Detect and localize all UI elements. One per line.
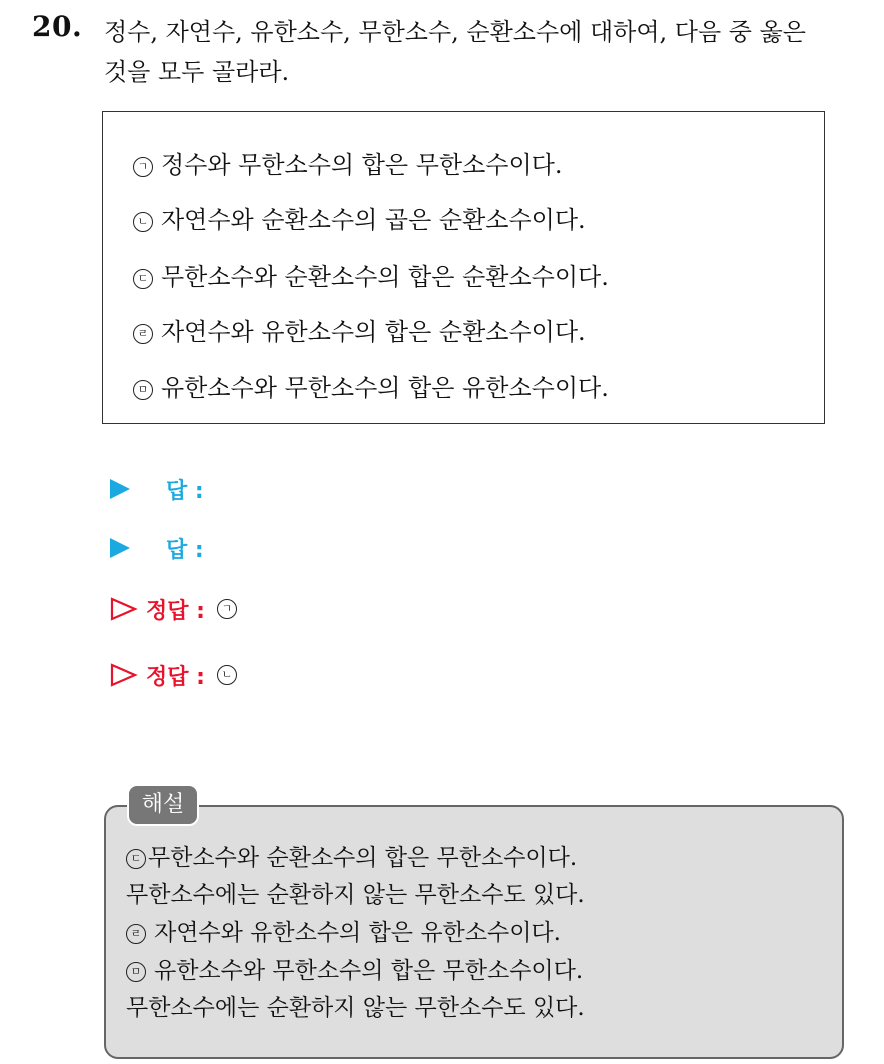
circled-mark: ㄱ xyxy=(133,157,153,177)
explanation-line xyxy=(126,918,561,948)
explanation-tag: 해설 xyxy=(127,784,199,826)
choice-text: 자연수와 유한소수의 합은 순환소수이다. xyxy=(161,318,586,346)
play-arrow-icon xyxy=(110,538,130,558)
circled-mark: ㄹ xyxy=(133,324,153,344)
circled-mark: ㄷ xyxy=(133,269,153,289)
question-text xyxy=(104,12,874,92)
answer-row xyxy=(110,473,216,505)
choice-text: 자연수와 순환소수의 곱은 순환소수이다. xyxy=(161,206,586,234)
explanation-text: 무한소수와 순환소수의 합은 무한소수이다. xyxy=(148,845,578,871)
choice-text: 유한소수와 무한소수의 합은 유한소수이다. xyxy=(161,374,609,402)
correct-answer-row xyxy=(110,593,237,625)
circled-mark: ㅁ xyxy=(133,380,153,400)
circled-mark: ㄴ xyxy=(133,212,153,232)
circled-mark: ㄴ xyxy=(217,665,237,685)
choice-item xyxy=(133,317,586,347)
answer-row xyxy=(110,532,216,564)
correct-answer-value xyxy=(217,599,237,619)
circled-mark: ㅁ xyxy=(126,962,146,982)
explanation-text: 유한소수와 무한소수의 합은 무한소수이다. xyxy=(154,958,584,984)
question-line-1: 정수, 자연수, 유한소수, 무한소수, 순환소수에 대하여, 다음 중 옳은 xyxy=(104,18,806,46)
circled-mark: ㄹ xyxy=(126,924,146,944)
answer-label: 답 : xyxy=(166,537,204,563)
correct-answer-label: 정답 : xyxy=(146,598,205,624)
explanation-box xyxy=(104,805,844,1059)
choice-item xyxy=(133,205,586,235)
outline-arrow-icon xyxy=(110,597,138,621)
explanation-line xyxy=(126,880,585,910)
answer-label: 답 : xyxy=(166,478,204,504)
explanation-text: 무한소수에는 순환하지 않는 무한소수도 있다. xyxy=(126,882,585,908)
explanation-line xyxy=(126,956,583,986)
choice-item xyxy=(133,373,609,403)
correct-answer-row xyxy=(110,659,237,691)
circled-mark: ㄷ xyxy=(126,849,146,869)
explanation-text: 무한소수에는 순환하지 않는 무한소수도 있다. xyxy=(126,995,585,1021)
choice-text: 무한소수와 순환소수의 합은 순환소수이다. xyxy=(161,263,609,291)
choice-item xyxy=(133,150,562,180)
choice-item xyxy=(133,262,609,292)
explanation-text: 자연수와 유한소수의 합은 유한소수이다. xyxy=(154,920,561,946)
question-line-2: 것을 모두 골라라. xyxy=(104,58,290,86)
play-arrow-icon xyxy=(110,479,130,499)
choices-box xyxy=(102,111,825,424)
explanation-line xyxy=(126,993,585,1023)
outline-arrow-icon xyxy=(110,663,138,687)
explanation-line xyxy=(126,843,577,873)
choice-text: 정수와 무한소수의 합은 무한소수이다. xyxy=(161,151,563,179)
correct-answer-value xyxy=(217,665,237,685)
correct-answer-label: 정답 : xyxy=(146,664,205,690)
question-number: 20. xyxy=(32,10,83,43)
circled-mark: ㄱ xyxy=(217,599,237,619)
